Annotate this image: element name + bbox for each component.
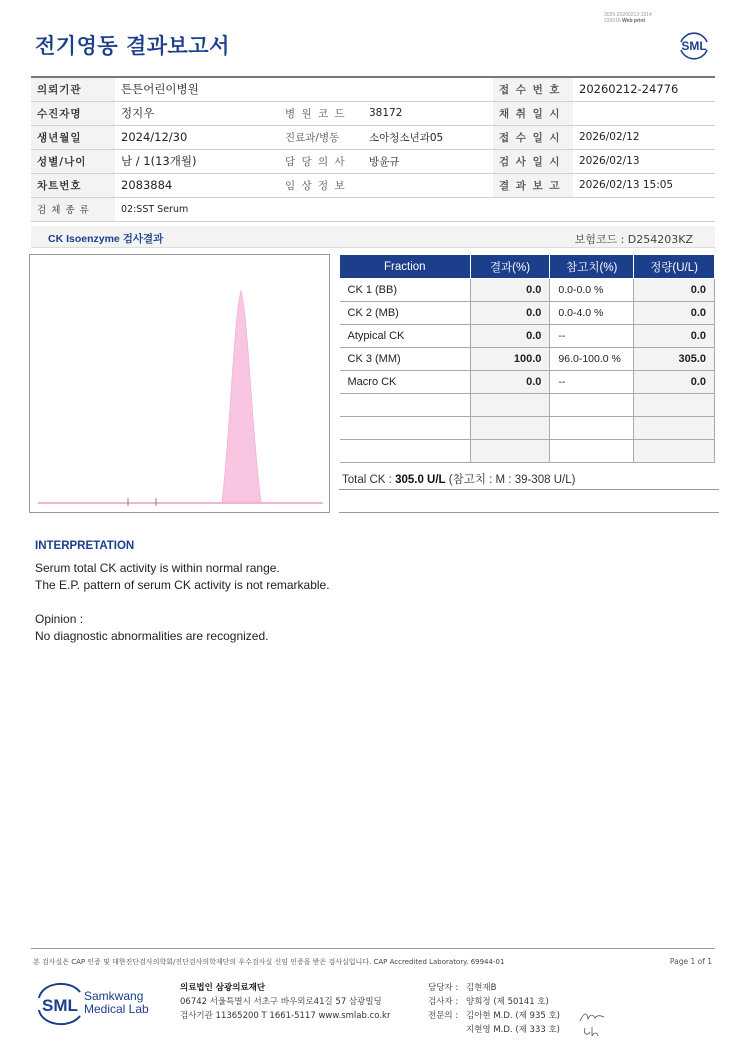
specimen-type: 02:SST Serum xyxy=(115,197,715,221)
lab-name-line2: Medical Lab xyxy=(84,1002,149,1016)
total-ck xyxy=(342,471,575,487)
label-hospital-code: 병 원 코 드 xyxy=(279,101,363,125)
label-patient-name: 수진자명 xyxy=(31,101,115,125)
label-collection-date: 채 취 일 시 xyxy=(493,101,573,125)
electrophoresis-chart xyxy=(29,254,330,513)
lab-name-line1: Samkwang xyxy=(84,989,144,1003)
staff-row xyxy=(428,981,560,995)
staff-role xyxy=(428,1023,466,1037)
info-row xyxy=(31,197,715,221)
clinical-info xyxy=(363,173,493,197)
electrophoresis-plot xyxy=(30,255,329,512)
signature-icon xyxy=(578,1010,606,1024)
fraction-name: CK 1 (BB) xyxy=(340,279,471,302)
patient-name: 정지우 xyxy=(115,101,279,125)
footer-divider xyxy=(31,948,715,949)
fraction-quantity: 0.0 xyxy=(634,325,715,348)
chart-number: 2083884 xyxy=(115,173,279,197)
header-result: 결과(%) xyxy=(470,255,550,279)
info-row xyxy=(31,77,715,101)
divider xyxy=(339,489,719,490)
staff-row xyxy=(428,995,560,1009)
fraction-reference: 0.0-0.0 % xyxy=(550,279,634,302)
ck-row xyxy=(340,371,715,394)
ck-empty-row xyxy=(340,440,715,463)
fraction-result: 100.0 xyxy=(470,348,550,371)
fraction-result: 0.0 xyxy=(470,279,550,302)
total-unit: U/L xyxy=(427,474,446,486)
header-fraction: Fraction xyxy=(340,255,471,279)
document-id xyxy=(604,12,652,24)
label-birth-date: 생년월일 xyxy=(31,125,115,149)
fraction-quantity: 305.0 xyxy=(634,348,715,371)
interpretation-title: INTERPRETATION xyxy=(35,540,135,552)
hospital-code: 38172 xyxy=(363,101,493,125)
sml-logo-text: SML xyxy=(681,39,707,53)
label-physician: 담 당 의 사 xyxy=(279,149,363,173)
ck3-peak xyxy=(222,291,261,502)
label-chart-number: 차트번호 xyxy=(31,173,115,197)
sml-logo-icon xyxy=(676,28,712,62)
page-title: 전기영동 결과보고서 xyxy=(35,34,230,58)
info-row xyxy=(31,173,715,197)
ck-empty-row xyxy=(340,394,715,417)
interpretation-line: The E.P. pattern of serum CK activity is not remarkable. xyxy=(35,578,330,592)
ck-header-row xyxy=(340,255,715,279)
info-row xyxy=(31,101,715,125)
staff-role: 검사자 : xyxy=(428,997,459,1007)
header-reference: 참고치(%) xyxy=(550,255,634,279)
fraction-name: CK 3 (MM) xyxy=(340,348,471,371)
total-value: 305.0 xyxy=(395,474,424,486)
ck-row xyxy=(340,348,715,371)
doc-id-line1: 3025-20260213-1514 xyxy=(604,12,652,18)
fraction-quantity: 0.0 xyxy=(634,371,715,394)
staff-info xyxy=(428,981,560,1037)
staff-row xyxy=(428,1023,560,1037)
footer-logo-text: SML xyxy=(42,996,78,1015)
opinion-text: No diagnostic abnormalities are recognized. xyxy=(35,629,269,643)
collection-date xyxy=(573,101,715,125)
receipt-date: 2026/02/12 xyxy=(573,125,715,149)
opinion-label: Opinion : xyxy=(35,612,84,626)
organization-info xyxy=(180,981,390,1023)
label-sex-age: 성별/나이 xyxy=(31,149,115,173)
birth-date: 2024/12/30 xyxy=(115,125,279,149)
interpretation-section xyxy=(35,538,330,645)
label-clinical-info: 임 상 정 보 xyxy=(279,173,363,197)
fraction-result: 0.0 xyxy=(470,302,550,325)
ck-empty-row xyxy=(340,417,715,440)
signature-icon xyxy=(582,1024,602,1038)
staff-role: 전문의 : xyxy=(428,1011,459,1021)
requesting-institution: 튼튼어린이병원 xyxy=(115,77,493,101)
ck-isoenzyme-table xyxy=(339,254,715,463)
fraction-result: 0.0 xyxy=(470,325,550,348)
section-title: CK Isoenzyme 검사결과 xyxy=(48,233,164,245)
test-date: 2026/02/13 xyxy=(573,149,715,173)
label-requesting-institution: 의뢰기관 xyxy=(31,77,115,101)
total-reference: (참고치 : M : 39-308 U/L) xyxy=(448,474,576,486)
insurance-code: 보험코드 : D254203KZ xyxy=(574,233,693,246)
fraction-reference: 0.0-4.0 % xyxy=(550,302,634,325)
report-date: 2026/02/13 15:05 xyxy=(573,173,715,197)
section-header xyxy=(31,226,715,248)
staff-name: 양희정 (제 50141 호) xyxy=(466,997,549,1007)
doc-id-line2: 220016 xyxy=(604,18,621,24)
fraction-name: CK 2 (MB) xyxy=(340,302,471,325)
fraction-name: Atypical CK xyxy=(340,325,471,348)
receipt-number: 20260212-24776 xyxy=(573,77,715,101)
header-quantity: 정량(U/L) xyxy=(634,255,715,279)
info-row xyxy=(31,125,715,149)
fraction-reference: -- xyxy=(550,371,634,394)
label-department: 진료과/병동 xyxy=(279,125,363,149)
sex-age: 남 / 1(13개월) xyxy=(115,149,279,173)
physician: 방윤규 xyxy=(363,149,493,173)
department: 소아청소년과05 xyxy=(363,125,493,149)
fraction-name: Macro CK xyxy=(340,371,471,394)
patient-info-table xyxy=(31,76,715,222)
ck-row xyxy=(340,279,715,302)
staff-name: 지현영 M.D. (제 333 호) xyxy=(466,1025,561,1035)
divider xyxy=(339,512,719,513)
total-label: Total CK : xyxy=(342,474,396,486)
fraction-quantity: 0.0 xyxy=(634,279,715,302)
interpretation-line: Serum total CK activity is within normal range. xyxy=(35,561,280,575)
lab-name xyxy=(84,990,149,1016)
fraction-reference: -- xyxy=(550,325,634,348)
label-receipt-number: 접 수 번 호 xyxy=(493,77,573,101)
org-contact: 검사기관 11365200 T 1661-5117 www.smlab.co.kr xyxy=(180,1011,391,1021)
ck-row xyxy=(340,325,715,348)
ck-row xyxy=(340,302,715,325)
org-address: 06742 서울특별시 서초구 바우뫼로41길 57 삼광빌딩 xyxy=(180,997,382,1007)
info-row xyxy=(31,149,715,173)
label-test-date: 검 사 일 시 xyxy=(493,149,573,173)
label-specimen-type: 검 체 종 류 xyxy=(31,197,115,221)
fraction-result: 0.0 xyxy=(470,371,550,394)
staff-role: 담당자 : xyxy=(428,983,459,993)
staff-name: 김현재B xyxy=(466,983,497,993)
label-report-date: 결 과 보 고 xyxy=(493,173,573,197)
staff-row xyxy=(428,1009,560,1023)
certification-note: 본 검사실은 CAP 인증 및 대한진단검사의학회/진단검사의학재단의 우수검사실 신임 인증을 받은 검사실입니다. CAP Accredited Laboratory. 69944-01 xyxy=(33,958,505,966)
staff-name: 김아현 M.D. (제 935 호) xyxy=(466,1011,561,1021)
web-print-label: Web print xyxy=(622,18,646,24)
fraction-reference: 96.0-100.0 % xyxy=(550,348,634,371)
page-number: Page 1 of 1 xyxy=(669,957,712,966)
fraction-quantity: 0.0 xyxy=(634,302,715,325)
org-name: 의료법인 삼광의료재단 xyxy=(180,983,266,993)
label-receipt-date: 접 수 일 시 xyxy=(493,125,573,149)
